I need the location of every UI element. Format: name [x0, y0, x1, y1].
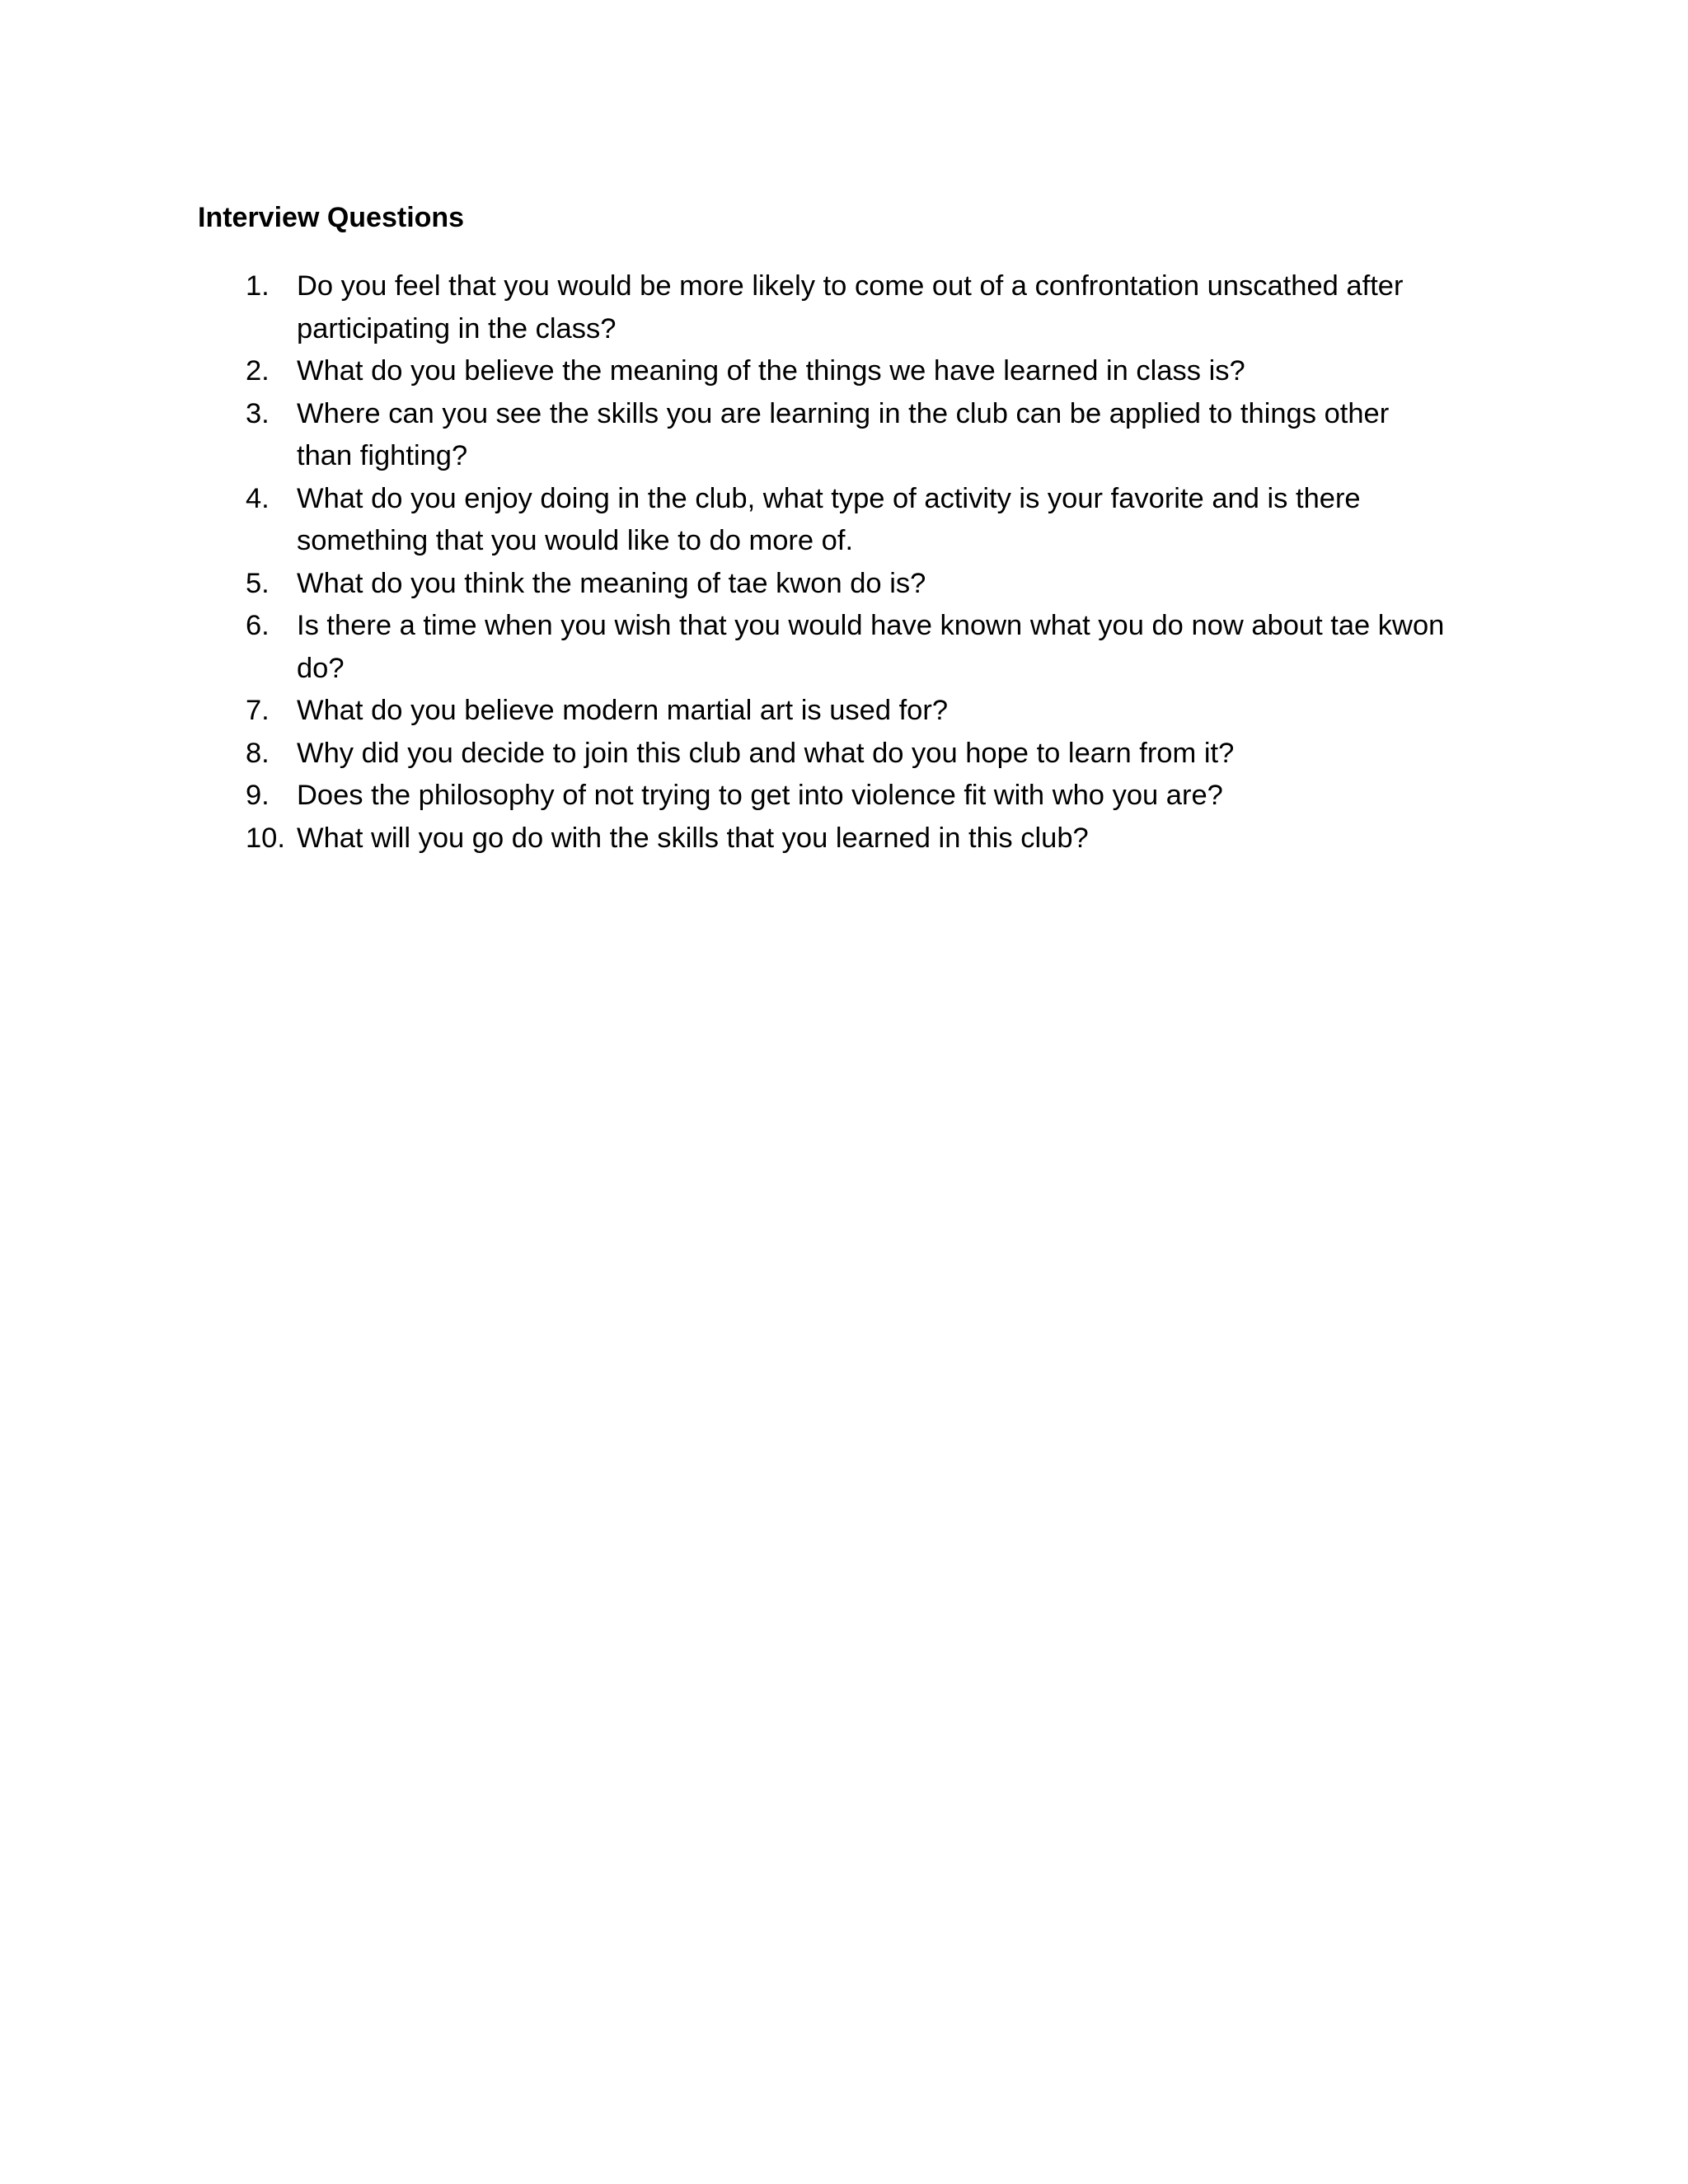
question-item [198, 350, 1451, 393]
question-text: Where can you see the skills you are learning in the club can be applied to things other than fighting? [297, 397, 1390, 471]
question-text: What do you enjoy doing in the club, what type of activity is your favorite and is there something that you would like to do more of. [297, 482, 1361, 556]
question-item [198, 733, 1451, 776]
question-item [198, 265, 1451, 350]
question-number: 5. [246, 567, 270, 599]
question-text: What do you believe the meaning of the things we have learned in class is? [297, 355, 1245, 387]
question-number: 8. [246, 737, 270, 769]
question-text: Do you feel that you would be more likely to come out of a confrontation unscathed after participating in the class? [297, 270, 1404, 344]
question-list [198, 265, 1451, 860]
question-text: Does the philosophy of not trying to get into violence fit with who you are? [297, 780, 1223, 811]
question-number: 9. [246, 780, 270, 811]
question-item [198, 690, 1451, 733]
question-item [198, 818, 1451, 860]
question-text: Why did you decide to join this club and what do you hope to learn from it? [297, 737, 1235, 769]
question-number: 3. [246, 397, 270, 429]
question-number: 2. [246, 355, 270, 387]
question-number: 6. [246, 610, 270, 641]
question-number: 1. [246, 270, 270, 302]
question-text: Is there a time when you wish that you would have known what you do now about tae kwon do? [297, 610, 1445, 684]
question-number: 7. [246, 695, 270, 726]
question-number: 4. [246, 482, 270, 514]
question-item [198, 478, 1451, 563]
page-title: Interview Questions [198, 202, 465, 233]
question-text: What will you go do with the skills that you learned in this club? [297, 822, 1089, 854]
question-text: What do you think the meaning of tae kwon do is? [297, 567, 926, 599]
question-number: 10. [246, 822, 285, 854]
question-item [198, 605, 1451, 690]
question-item [198, 563, 1451, 606]
question-item [198, 393, 1451, 478]
question-item [198, 775, 1451, 818]
question-text: What do you believe modern martial art is used for? [297, 695, 949, 726]
